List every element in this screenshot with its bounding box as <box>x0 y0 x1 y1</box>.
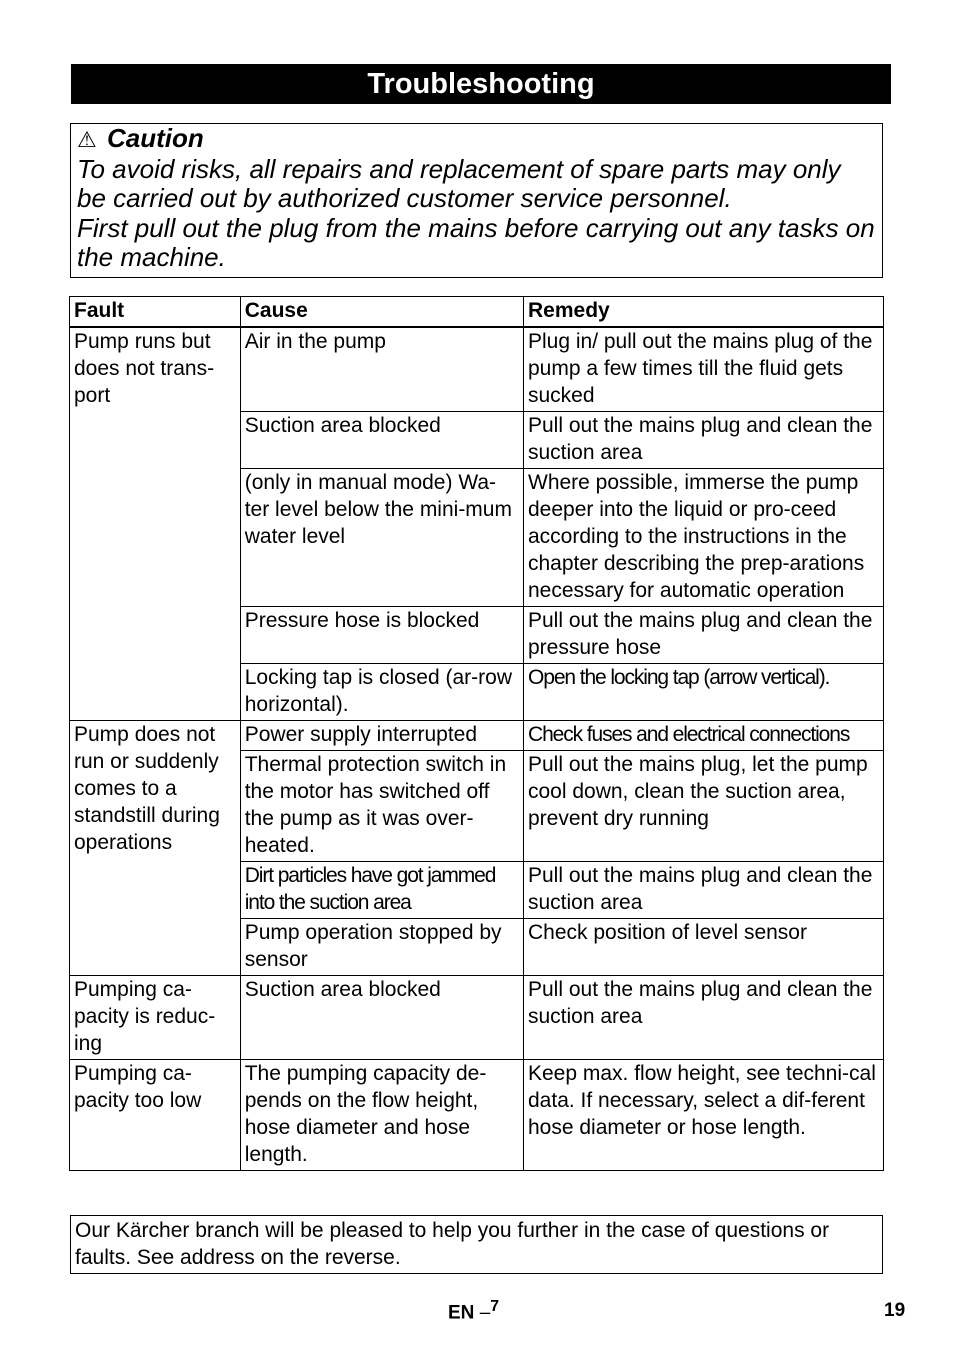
remedy-cell: Pull out the mains plug and clean the pressure hose <box>524 607 884 664</box>
table-row <box>70 327 884 412</box>
cause-cell: Thermal protection switch in the motor has switched off the pump as it was over-heated. <box>240 751 523 862</box>
remedy-cell: Check position of level sensor <box>524 919 884 976</box>
cause-cell: Pressure hose is blocked <box>240 607 523 664</box>
header-remedy: Remedy <box>524 297 884 328</box>
language-code: EN <box>448 1302 475 1324</box>
table-row <box>70 1060 884 1171</box>
cause-cell: Air in the pump <box>240 327 523 412</box>
info-box: Our Kärcher branch will be pleased to help you further in the case of questions or faults. See address on the reverse. <box>70 1215 883 1274</box>
caution-text-2: First pull out the plug from the mains before carrying out any tasks on the machine. <box>77 212 875 272</box>
remedy-cell: Where possible, immerse the pump deeper into the liquid or pro-ceed according to the instructions in the chapter describing the prep-arations necessary for automatic operation <box>524 469 884 607</box>
caution-box <box>70 123 883 278</box>
cause-cell: Power supply interrupted <box>240 721 523 751</box>
footer-dash: – <box>479 1302 491 1324</box>
table-row <box>70 721 884 751</box>
fault-cell: Pumping ca-pacity too low <box>70 1060 241 1171</box>
cause-cell: Pump operation stopped by sensor <box>240 919 523 976</box>
remedy-cell: Check fuses and electrical connections <box>524 721 884 751</box>
page-number: 19 <box>884 1300 906 1321</box>
remedy-cell: Keep max. flow height, see techni-cal data. If necessary, select a dif-ferent hose diameter or hose length. <box>524 1060 884 1171</box>
caution-heading <box>77 124 876 155</box>
warning-triangle-icon: ⚠ <box>77 127 97 152</box>
remedy-cell: Plug in/ pull out the mains plug of the pump a few times till the fluid gets sucked <box>524 327 884 412</box>
table-row <box>70 976 884 1060</box>
remedy-cell: Pull out the mains plug and clean the suction area <box>524 976 884 1060</box>
remedy-cell: Pull out the mains plug and clean the suction area <box>524 862 884 919</box>
section-page-number: 7 <box>490 1298 500 1315</box>
cause-cell: (only in manual mode) Wa-ter level below the mini-mum water level <box>240 469 523 607</box>
caution-text-1: To avoid risks, all repairs and replacement of spare parts may only be carried out by authorized customer service personnel. <box>77 153 841 213</box>
cause-cell: The pumping capacity de-pends on the flow height, hose diameter and hose length. <box>240 1060 523 1171</box>
remedy-cell: Pull out the mains plug and clean the suction area <box>524 412 884 469</box>
cause-cell: Locking tap is closed (ar-row horizontal). <box>240 664 523 721</box>
table-header-row <box>70 297 884 328</box>
cause-cell: Suction area blocked <box>240 976 523 1060</box>
page-title: Troubleshooting <box>71 64 891 104</box>
header-cause: Cause <box>240 297 523 328</box>
remedy-cell: Open the locking tap (arrow vertical). <box>524 664 884 721</box>
remedy-cell: Pull out the mains plug, let the pump cool down, clean the suction area, prevent dry running <box>524 751 884 862</box>
cause-cell: Dirt particles have got jammed into the suction area <box>240 862 523 919</box>
caution-heading-label: Caution <box>107 123 204 153</box>
cause-cell: Suction area blocked <box>240 412 523 469</box>
fault-cell: Pump runs but does not trans-port <box>70 327 241 721</box>
footer-language <box>448 1298 499 1324</box>
header-fault: Fault <box>70 297 241 328</box>
fault-cell: Pumping ca-pacity is reduc-ing <box>70 976 241 1060</box>
troubleshooting-table <box>69 296 884 1171</box>
fault-cell: Pump does not run or suddenly comes to a standstill during operations <box>70 721 241 976</box>
